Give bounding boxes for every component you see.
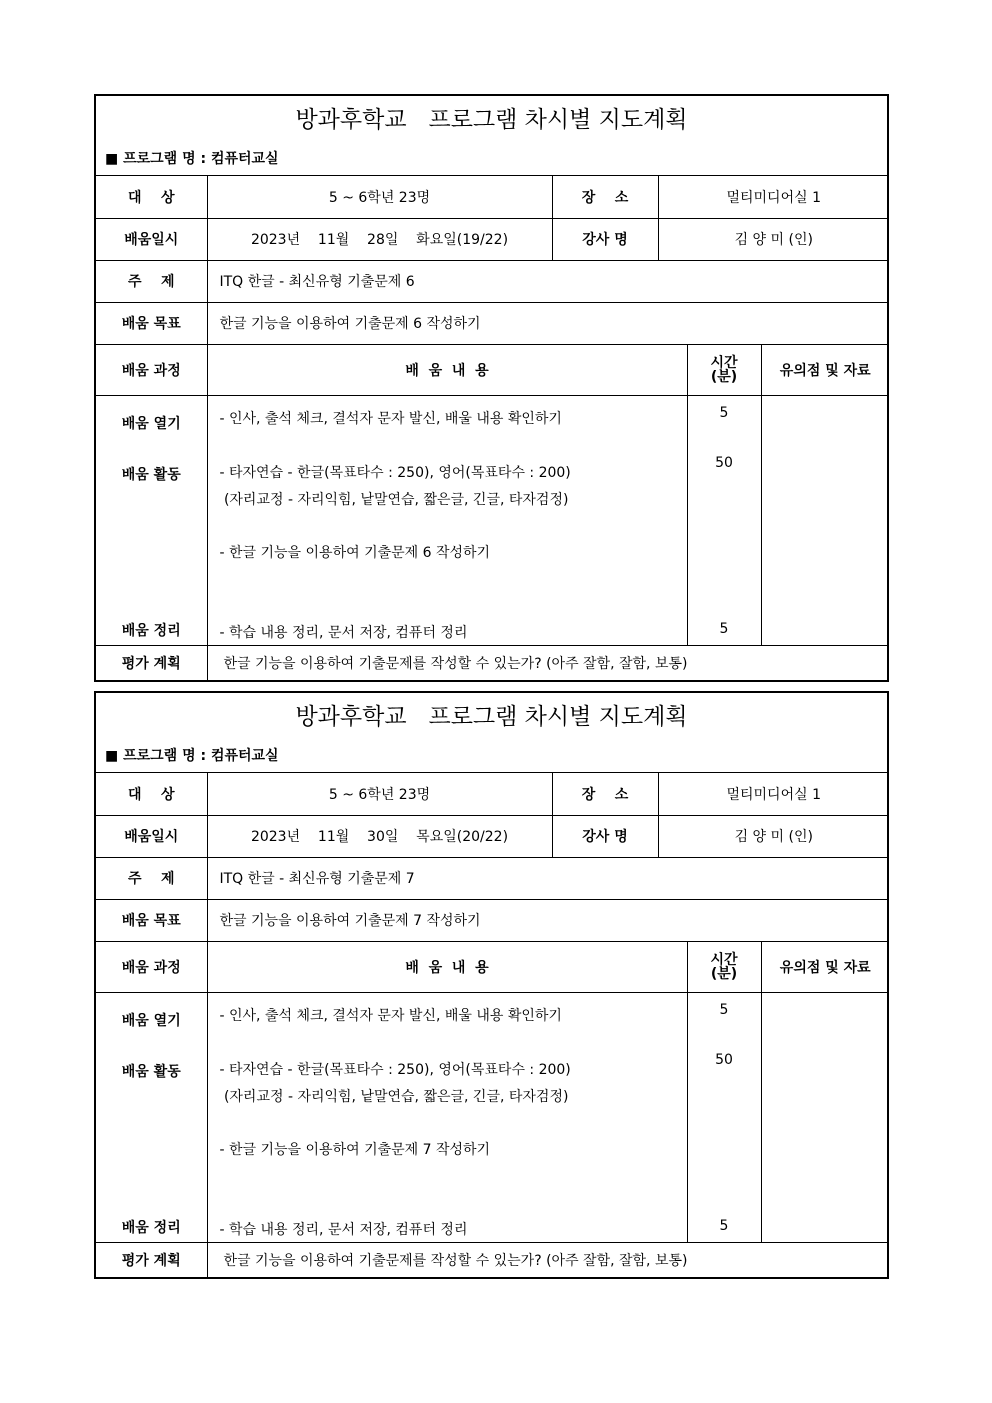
lesson-plan-1 — [94, 94, 889, 682]
content-activity-1: - 타자연습 - 한글(목표타수 : 250), 영어(목표타수 : 200) — [219, 1061, 571, 1078]
date-value: 2023년 11월 28일 화요일(19/22) — [207, 218, 552, 260]
teacher-label: 강사 명 — [552, 218, 658, 260]
time-open: 5 — [719, 1001, 729, 1018]
plan-table — [96, 176, 889, 680]
time-close: 5 — [719, 1217, 729, 1234]
time-label-line-2: (분) — [710, 368, 738, 385]
place-label: 장 소 — [552, 773, 658, 815]
date-value: 2023년 11월 30일 목요일(20/22) — [207, 815, 552, 857]
notes-label: 유의점 및 자료 — [761, 941, 889, 992]
stage-column — [96, 992, 207, 1242]
eval-row — [96, 645, 889, 680]
topic-value: ITQ 한글 - 최신유형 기출문제 6 — [207, 260, 889, 302]
target-label: 대 상 — [96, 176, 207, 218]
target-value: 5 ~ 6학년 23명 — [207, 176, 552, 218]
target-row — [96, 176, 889, 218]
lesson-plan-2 — [94, 691, 889, 1279]
topic-label: 주 제 — [96, 260, 207, 302]
process-header-row — [96, 941, 889, 992]
teacher-value: 김 양 미 (인) — [658, 815, 889, 857]
notes-column — [761, 395, 889, 645]
goal-label: 배움 목표 — [96, 302, 207, 344]
stage-close: 배움 정리 — [121, 622, 181, 639]
time-label-line-1: 시간 — [710, 951, 738, 968]
content-close: - 학습 내용 정리, 문서 저장, 컴퓨터 정리 — [219, 1221, 468, 1238]
date-row — [96, 218, 889, 260]
stage-open: 배움 열기 — [121, 1012, 181, 1029]
time-column — [687, 992, 761, 1242]
plan-title: 방과후학교 프로그램 차시별 지도계획 — [295, 704, 688, 730]
content-column — [207, 992, 687, 1242]
target-row — [96, 773, 889, 815]
content-open: - 인사, 출석 체크, 결석자 문자 발신, 배울 내용 확인하기 — [219, 410, 562, 427]
time-label — [687, 941, 761, 992]
time-label-line-2: (분) — [710, 965, 738, 982]
eval-label: 평가 계획 — [96, 645, 207, 680]
stage-column — [96, 395, 207, 645]
time-column — [687, 395, 761, 645]
target-label: 대 상 — [96, 773, 207, 815]
time-label — [687, 344, 761, 395]
process-body-row — [96, 992, 889, 1242]
stage-activity: 배움 활동 — [121, 1063, 181, 1080]
content-activity-2: (자리교정 - 자리익힘, 낱말연습, 짧은글, 긴글, 타자검정) — [219, 1088, 569, 1105]
notes-label: 유의점 및 자료 — [761, 344, 889, 395]
topic-row — [96, 857, 889, 899]
date-label: 배움일시 — [96, 218, 207, 260]
time-label-line-1: 시간 — [710, 354, 738, 371]
content-label: 배 움 내 용 — [207, 941, 687, 992]
time-open: 5 — [719, 404, 729, 421]
goal-row — [96, 899, 889, 941]
plan-table — [96, 773, 889, 1277]
stage-open: 배움 열기 — [121, 415, 181, 432]
eval-label: 평가 계획 — [96, 1242, 207, 1277]
topic-row — [96, 260, 889, 302]
place-value: 멀티미디어실 1 — [658, 773, 889, 815]
eval-value: 한글 기능을 이용하여 기출문제를 작성할 수 있는가? (아주 잘함, 잘함, 보통) — [207, 645, 889, 680]
stage-close: 배움 정리 — [121, 1219, 181, 1236]
program-name: ■ 프로그램 명 : 컴퓨터교실 — [105, 151, 279, 167]
plan-header — [96, 96, 887, 176]
time-activity: 50 — [715, 1051, 733, 1068]
process-label: 배움 과정 — [96, 941, 207, 992]
eval-row — [96, 1242, 889, 1277]
time-activity: 50 — [715, 454, 733, 471]
topic-value: ITQ 한글 - 최신유형 기출문제 7 — [207, 857, 889, 899]
content-label: 배 움 내 용 — [207, 344, 687, 395]
plan-title: 방과후학교 프로그램 차시별 지도계획 — [295, 107, 688, 133]
plan-header — [96, 693, 887, 773]
program-name: ■ 프로그램 명 : 컴퓨터교실 — [105, 748, 279, 764]
topic-label: 주 제 — [96, 857, 207, 899]
teacher-label: 강사 명 — [552, 815, 658, 857]
place-value: 멀티미디어실 1 — [658, 176, 889, 218]
goal-row — [96, 302, 889, 344]
process-label: 배움 과정 — [96, 344, 207, 395]
time-close: 5 — [719, 620, 729, 637]
process-body-row — [96, 395, 889, 645]
content-activity-3: - 한글 기능을 이용하여 기출문제 7 작성하기 — [219, 1141, 491, 1158]
target-value: 5 ~ 6학년 23명 — [207, 773, 552, 815]
teacher-value: 김 양 미 (인) — [658, 218, 889, 260]
notes-column — [761, 992, 889, 1242]
goal-value: 한글 기능을 이용하여 기출문제 6 작성하기 — [207, 302, 889, 344]
content-column — [207, 395, 687, 645]
content-activity-1: - 타자연습 - 한글(목표타수 : 250), 영어(목표타수 : 200) — [219, 464, 571, 481]
process-header-row — [96, 344, 889, 395]
content-activity-3: - 한글 기능을 이용하여 기출문제 6 작성하기 — [219, 544, 491, 561]
date-label: 배움일시 — [96, 815, 207, 857]
date-row — [96, 815, 889, 857]
stage-activity: 배움 활동 — [121, 466, 181, 483]
content-open: - 인사, 출석 체크, 결석자 문자 발신, 배울 내용 확인하기 — [219, 1007, 562, 1024]
content-close: - 학습 내용 정리, 문서 저장, 컴퓨터 정리 — [219, 624, 468, 641]
place-label: 장 소 — [552, 176, 658, 218]
content-activity-2: (자리교정 - 자리익힘, 낱말연습, 짧은글, 긴글, 타자검정) — [219, 491, 569, 508]
goal-label: 배움 목표 — [96, 899, 207, 941]
eval-value: 한글 기능을 이용하여 기출문제를 작성할 수 있는가? (아주 잘함, 잘함, 보통) — [207, 1242, 889, 1277]
goal-value: 한글 기능을 이용하여 기출문제 7 작성하기 — [207, 899, 889, 941]
